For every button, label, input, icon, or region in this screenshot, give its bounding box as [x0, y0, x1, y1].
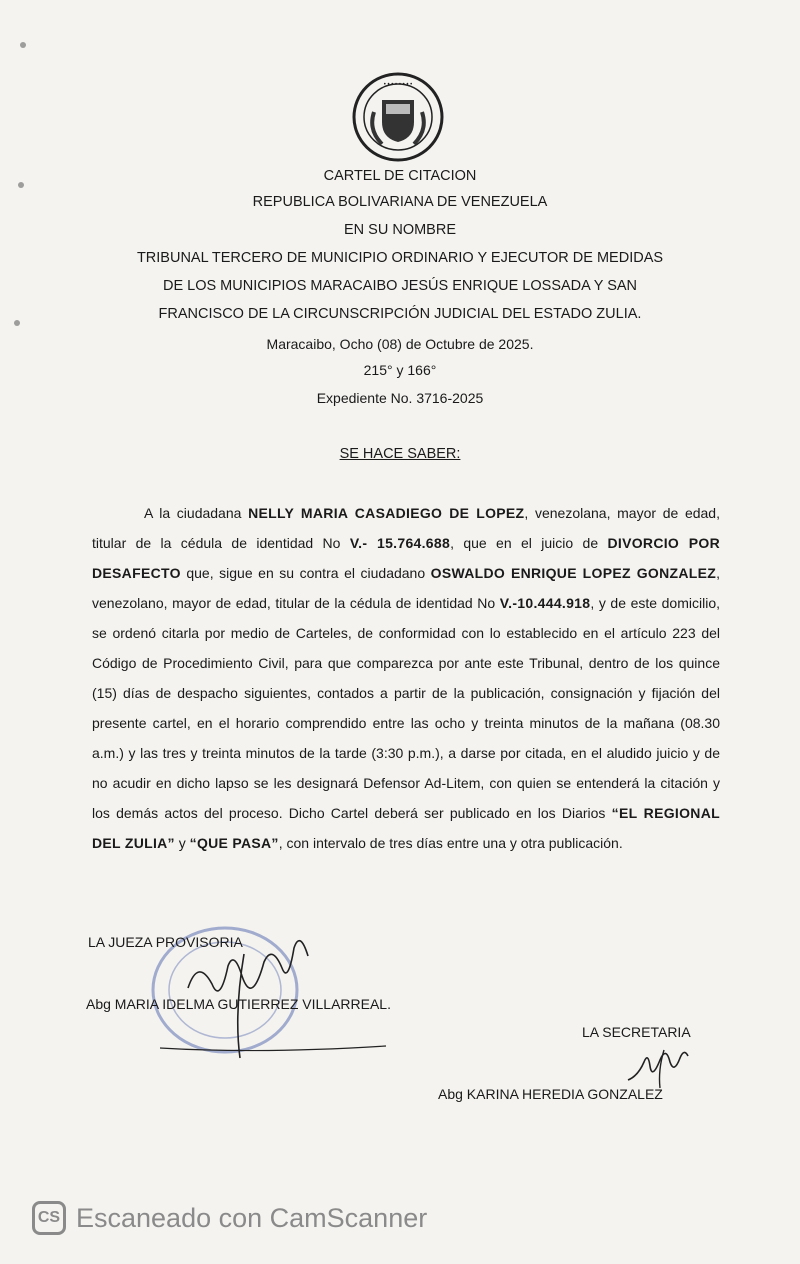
- secretary-name: Abg KARINA HEREDIA GONZALEZ: [438, 1086, 663, 1102]
- plaintiff-name: OSWALDO ENRIQUE LOPEZ GONZALEZ: [430, 565, 717, 581]
- tribunal-line-2: DE LOS MUNICIPIOS MARACAIBO JESÚS ENRIQUE LOSSADA Y SAN: [162, 278, 638, 294]
- document-title: CARTEL DE CITACION: [323, 168, 477, 184]
- in-your-name-line: EN SU NOMBRE: [344, 222, 456, 238]
- body-text: A la ciudadana: [144, 505, 249, 521]
- tribunal-line-1: TRIBUNAL TERCERO DE MUNICIPIO ORDINARIO Y EJECUTOR DE MEDIDAS: [136, 250, 664, 266]
- expediente-line: Expediente No. 3716-2025: [316, 390, 484, 406]
- scan-speck: [20, 42, 26, 48]
- defendant-name: NELLY MARIA CASADIEGO DE LOPEZ: [248, 505, 525, 521]
- body-paragraph: [92, 498, 720, 858]
- svg-text:• • • • • • • •: • • • • • • • •: [383, 82, 413, 88]
- newspaper-1: “EL REGIONAL DEL ZULIA”: [92, 805, 720, 851]
- years-line: 215° y 166°: [363, 362, 437, 378]
- secretary-signature-icon: [620, 1046, 700, 1090]
- secretary-title: LA SECRETARIA: [582, 1024, 691, 1040]
- body-text: y: [174, 835, 190, 851]
- body-text: , y de este domicilio, se ordenó citarla por medio de Carteles, de conformidad con lo establecido en el artículo 223 del Código de Procedimiento Civil, para que comparezca por ante este Tribunal, dentro de los quince (15) días de despacho siguientes, contados a partir de la publicación, consignación y fijación del presente cartel, en el horario comprendido entre las ocho y treinta minutos de la mañana (08.30 a.m.) y las tres y treinta minutos de la tarde (3:30 p.m.), a darse por citada, en el aludido juicio y de no acudir en dicho lapso se les designará Defensor Ad-Litem, con quien se entenderá la citación y los demás actos del proceso. Dicho Cartel deberá ser publicado en los Diarios: [92, 595, 721, 821]
- body-text: que, sigue en su contra el ciudadano: [180, 565, 431, 581]
- body-text: , que en el juicio de: [450, 535, 608, 551]
- body-text: , con intervalo de tres días entre una y otra publicación.: [278, 835, 623, 851]
- judge-name: Abg MARIA IDELMA GUTIERREZ VILLARREAL.: [86, 996, 391, 1012]
- judge-title: LA JUEZA PROVISORIA: [88, 934, 243, 950]
- coat-of-arms-seal-icon: [352, 72, 444, 162]
- case-type: DIVORCIO POR DESAFECTO: [92, 535, 721, 581]
- newspaper-2: “QUE PASA”: [189, 835, 279, 851]
- body-text: , venezolano, mayor de edad, titular de la cédula de identidad No: [92, 565, 720, 611]
- republic-line: REPUBLICA BOLIVARIANA DE VENEZUELA: [252, 194, 548, 210]
- camscanner-label: Escaneado con CamScanner: [76, 1202, 428, 1233]
- camscanner-watermark: [32, 1196, 427, 1240]
- defendant-id: V.- 15.764.688: [349, 535, 451, 551]
- scan-speck: [18, 182, 24, 188]
- camscanner-logo-icon: CS: [32, 1201, 66, 1235]
- body-text: , venezolana, mayor de edad, titular de la cédula de identidad No: [92, 505, 720, 551]
- plaintiff-id: V.-10.444.918: [499, 595, 591, 611]
- date-line: Maracaibo, Ocho (08) de Octubre de 2025.: [266, 336, 534, 352]
- scan-speck: [14, 320, 20, 326]
- tribunal-line-3: FRANCISCO DE LA CIRCUNSCRIPCIÓN JUDICIAL DEL ESTADO ZULIA.: [158, 306, 642, 322]
- subject-heading: SE HACE SABER:: [339, 446, 461, 462]
